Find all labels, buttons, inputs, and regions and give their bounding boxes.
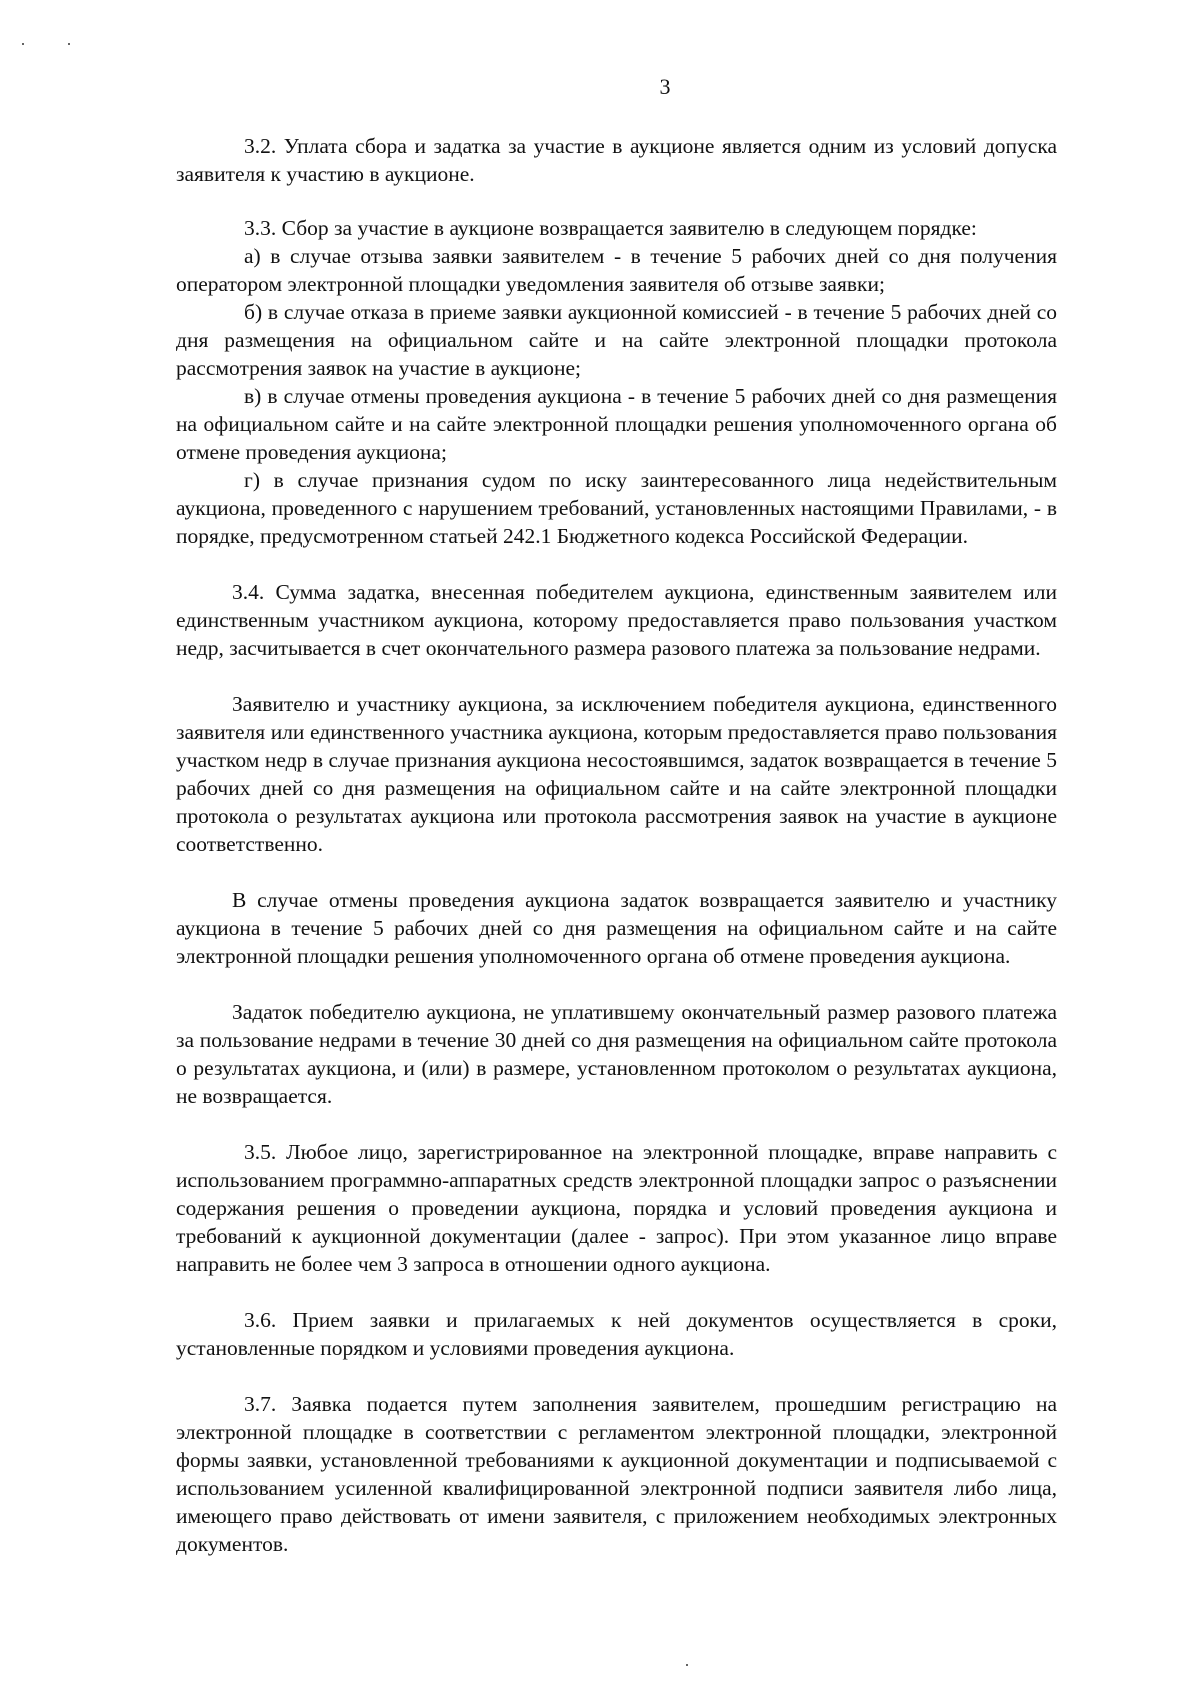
scan-speck: [22, 43, 24, 45]
paragraph-3-4-return: Заявителю и участнику аукциона, за исключением победителя аукциона, единственного заявителя или единственного участника аукциона, которым предоставляется право пользования участком недр в случае признания аукциона несостоявшимся, задаток возвращается в течение 5 рабочих дней со дня размещения на официальном сайте и на сайте электронной площадки протокола о результатах аукциона или протокола рассмотрения заявок на участие в аукционе соответственно.: [176, 692, 1057, 856]
scan-speck: [686, 1664, 688, 1666]
scan-speck: [68, 43, 70, 45]
paragraph-3-3-v: в) в случае отмены проведения аукциона - в течение 5 рабочих дней со дня размещения на официальном сайте и на сайте электронной площадки решения уполномоченного органа об отмене проведения аукциона;: [176, 384, 1057, 464]
paragraph-3-3-a: а) в случае отзыва заявки заявителем - в течение 5 рабочих дней со дня получения оператором электронной площадки уведомления заявителя об отзыве заявки;: [176, 244, 1057, 296]
paragraph-3-3: 3.3. Сбор за участие в аукционе возвращается заявителю в следующем порядке:: [244, 216, 977, 240]
paragraph-3-2: 3.2. Уплата сбора и задатка за участие в аукционе является одним из условий допуска заявителя к участию в аукционе.: [176, 134, 1057, 186]
document-body: [176, 132, 1057, 1558]
page-number: 3: [659, 74, 671, 99]
paragraph-3-3-b: б) в случае отказа в приеме заявки аукционной комиссией - в течение 5 рабочих дней со дня размещения на официальном сайте и на сайте электронной площадки протокола рассмотрения заявок на участие в аукционе;: [176, 300, 1057, 380]
paragraph-3-4: 3.4. Сумма задатка, внесенная победителем аукциона, единственным заявителем или единственным участником аукциона, которому предоставляется право пользования участком недр, засчитывается в счет окончательного размера разового платежа за пользование недрами.: [176, 580, 1057, 660]
paragraph-3-7: 3.7. Заявка подается путем заполнения заявителем, прошедшим регистрацию на электронной площадке в соответствии с регламентом электронной площадки, электронной формы заявки, установленной требованиями к аукционной документации и подписываемой с использованием усиленной квалифицированной электронной подписи заявителя либо лица, имеющего право действовать от имени заявителя, с приложением необходимых электронных документов.: [176, 1392, 1057, 1556]
paragraph-3-3-g: г) в случае признания судом по иску заинтересованного лица недействительным аукциона, проведенного с нарушением требований, установленных настоящими Правилами, - в порядке, предусмотренном статьей 242.1 Бюджетного кодекса Российской Федерации.: [176, 468, 1057, 548]
paragraph-3-4-winner: Задаток победителю аукциона, не уплатившему окончательный размер разового платежа за пользование недрами в течение 30 дней со дня размещения на официальном сайте протокола о результатах аукциона, и (или) в размере, установленном протоколом о результатах аукциона, не возвращается.: [176, 1000, 1057, 1108]
paragraph-3-4-cancel: В случае отмены проведения аукциона задаток возвращается заявителю и участнику аукциона в течение 5 рабочих дней со дня размещения на официальном сайте и на сайте электронной площадки решения уполномоченного органа об отмене проведения аукциона.: [176, 888, 1057, 968]
paragraph-3-5: 3.5. Любое лицо, зарегистрированное на электронной площадке, вправе направить с использованием программно-аппаратных средств электронной площадки запрос о разъяснении содержания решения о проведении аукциона, порядка и условий проведения аукциона и требований к аукционной документации (далее - запрос). При этом указанное лицо вправе направить не более чем 3 запроса в отношении одного аукциона.: [176, 1140, 1057, 1276]
paragraph-3-6: 3.6. Прием заявки и прилагаемых к ней документов осуществляется в сроки, установленные порядком и условиями проведения аукциона.: [176, 1308, 1057, 1360]
